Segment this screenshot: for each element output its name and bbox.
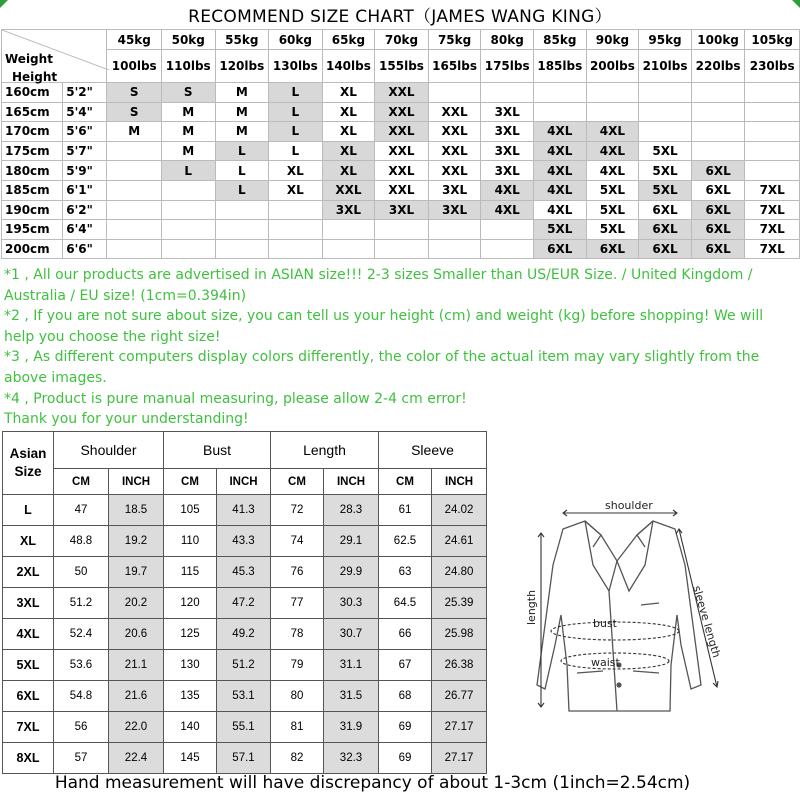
measure-cm-cell: 57 [54, 743, 109, 774]
jacket-diagram [505, 495, 745, 720]
measure-inch-cell: 31.5 [324, 681, 379, 712]
diagram-length-label: length [525, 589, 538, 625]
weight-lbs-header: 165lbs [428, 50, 481, 83]
size-cell: 3XL [481, 141, 534, 161]
size-cell [375, 239, 429, 259]
size-cell: XXL [375, 102, 429, 122]
size-chart-row [2, 83, 800, 103]
weight-kg-header: 65kg [322, 30, 375, 50]
measure-cm-cell: 78 [271, 619, 324, 650]
size-cell: XL [322, 102, 375, 122]
size-cell [269, 220, 323, 240]
size-cell: L [269, 83, 323, 103]
size-cell: 6XL [691, 239, 745, 259]
measure-cm-cell: 77 [271, 588, 324, 619]
size-cell: 5XL [639, 141, 692, 161]
size-cell [745, 83, 800, 103]
size-cell [639, 102, 692, 122]
measure-cm-cell: 50 [54, 557, 109, 588]
measure-inch-cell: 26.38 [432, 650, 487, 681]
measure-inch-cell: 26.77 [432, 681, 487, 712]
height-ft-cell: 6'4" [63, 220, 107, 240]
measure-cm-cell: 135 [164, 681, 217, 712]
measure-size-cell: L [3, 495, 54, 526]
measure-cm-cell: 74 [271, 526, 324, 557]
height-ft-cell: 6'2" [63, 200, 107, 220]
measure-inch-cell: 53.1 [217, 681, 271, 712]
measure-size-cell: 5XL [3, 650, 54, 681]
size-cell: M [215, 83, 269, 103]
size-cell: 5XL [586, 200, 639, 220]
size-cell: XL [269, 161, 323, 181]
size-cell [107, 180, 162, 200]
size-cell: 6XL [534, 239, 587, 259]
measure-inch-cell: 21.1 [109, 650, 164, 681]
weight-lbs-header: 230lbs [745, 50, 800, 83]
measure-inch-cell: 24.61 [432, 526, 487, 557]
weight-kg-header: 75kg [428, 30, 481, 50]
measure-row [3, 619, 487, 650]
weight-lbs-header: 175lbs [481, 50, 534, 83]
size-cell [691, 83, 745, 103]
measure-inch-cell: 41.3 [217, 495, 271, 526]
size-chart-row [2, 220, 800, 240]
measure-inch-cell: 43.3 [217, 526, 271, 557]
weight-kg-header: 90kg [586, 30, 639, 50]
size-chart-row [2, 180, 800, 200]
measure-cm-cell: 79 [271, 650, 324, 681]
size-cell [375, 220, 429, 240]
measure-inch-cell: 27.17 [432, 712, 487, 743]
size-cell [586, 102, 639, 122]
measure-cm-cell: 130 [164, 650, 217, 681]
size-cell: M [161, 122, 215, 142]
size-cell: 6XL [639, 220, 692, 240]
size-cell: M [215, 102, 269, 122]
size-cell: 5XL [586, 180, 639, 200]
size-cell: XL [269, 180, 323, 200]
weight-kg-header: 70kg [375, 30, 429, 50]
measure-row [3, 557, 487, 588]
measure-inch-cell: 32.3 [324, 743, 379, 774]
measure-inch-cell: 47.2 [217, 588, 271, 619]
size-chart-table [1, 29, 800, 259]
height-cm-cell: 185cm [2, 180, 63, 200]
weight-kg-header: 85kg [534, 30, 587, 50]
height-cm-cell: 190cm [2, 200, 63, 220]
measure-cm-cell: 54.8 [54, 681, 109, 712]
size-chart-title: RECOMMEND SIZE CHART（JAMES WANG KING） [188, 7, 612, 27]
size-cell [639, 83, 692, 103]
measure-cm-cell: 72 [271, 495, 324, 526]
weight-lbs-header: 220lbs [691, 50, 745, 83]
measure-size-cell: 2XL [3, 557, 54, 588]
size-cell: 7XL [745, 220, 800, 240]
height-label: Height [12, 70, 58, 84]
size-cell: 6XL [691, 220, 745, 240]
size-cell: S [107, 83, 162, 103]
size-cell [534, 102, 587, 122]
measure-inch-cell: 18.5 [109, 495, 164, 526]
size-cell: 6XL [586, 239, 639, 259]
measure-group-header: Sleeve [379, 432, 487, 469]
diagram-waist-label: waist [591, 656, 620, 669]
note-line: *4 , Product is pure manual measuring, please allow 2-4 cm error! [4, 390, 467, 407]
weight-kg-header: 95kg [639, 30, 692, 50]
size-cell: S [161, 83, 215, 103]
measure-cm-cell: 47 [54, 495, 109, 526]
size-cell: M [107, 122, 162, 142]
height-cm-cell: 160cm [2, 83, 63, 103]
measure-row [3, 495, 487, 526]
measure-group-header: Length [271, 432, 379, 469]
height-cm-cell: 165cm [2, 102, 63, 122]
measure-inch-cell: 30.7 [324, 619, 379, 650]
diagram-sleeve-label: sleeve length [690, 584, 724, 660]
measure-cm-cell: 48.8 [54, 526, 109, 557]
size-cell [691, 122, 745, 142]
size-cell: 4XL [534, 122, 587, 142]
size-cell: 4XL [534, 161, 587, 181]
weight-kg-header: 100kg [691, 30, 745, 50]
size-cell: 7XL [745, 180, 800, 200]
size-cell: 6XL [639, 239, 692, 259]
measure-inch-cell: 51.2 [217, 650, 271, 681]
unit-inch-header: INCH [432, 469, 487, 495]
size-cell: XXL [428, 161, 481, 181]
size-cell [161, 239, 215, 259]
note-line: *3 , As different computers display colors differently, the color of the actual item may vary slightly from the above images. [4, 349, 760, 386]
size-chart-row [2, 102, 800, 122]
size-cell [215, 239, 269, 259]
footer-note: Hand measurement will have discrepancy of about 1-3cm (1inch=2.54cm) [54, 773, 691, 793]
measure-cm-cell: 67 [379, 650, 432, 681]
size-cell: 6XL [691, 161, 745, 181]
note-line: Thank you for your understanding! [4, 411, 249, 428]
unit-cm-header: CM [54, 469, 109, 495]
size-cell [534, 83, 587, 103]
measure-cm-cell: 115 [164, 557, 217, 588]
size-cell [322, 239, 375, 259]
unit-cm-header: CM [379, 469, 432, 495]
unit-inch-header: INCH [324, 469, 379, 495]
measure-cm-cell: 56 [54, 712, 109, 743]
weight-lbs-header: 185lbs [534, 50, 587, 83]
size-cell: 4XL [534, 180, 587, 200]
height-cm-cell: 200cm [2, 239, 63, 259]
size-chart-row [2, 161, 800, 181]
measure-inch-cell: 30.3 [324, 588, 379, 619]
size-cell: 6XL [691, 180, 745, 200]
size-chart-row [2, 239, 800, 259]
measure-inch-cell: 57.1 [217, 743, 271, 774]
size-cell: M [215, 122, 269, 142]
unit-cm-header: CM [164, 469, 217, 495]
size-cell: XXL [428, 141, 481, 161]
size-cell: L [161, 161, 215, 181]
size-cell: 3XL [428, 200, 481, 220]
diagram-shoulder-label: shoulder [605, 499, 653, 512]
height-cm-cell: 170cm [2, 122, 63, 142]
size-cell [107, 141, 162, 161]
note-line: *2 , If you are not sure about size, you can tell us your height (cm) and weight (kg) before shopping! We will help you choose the right size! [4, 308, 764, 345]
size-cell [269, 200, 323, 220]
size-cell: 3XL [428, 180, 481, 200]
height-ft-cell: 5'4" [63, 102, 107, 122]
size-cell [745, 141, 800, 161]
size-cell: XXL [375, 122, 429, 142]
height-ft-cell: 6'6" [63, 239, 107, 259]
measure-cm-cell: 69 [379, 712, 432, 743]
size-cell: 5XL [534, 220, 587, 240]
measure-cm-cell: 52.4 [54, 619, 109, 650]
measure-cm-cell: 81 [271, 712, 324, 743]
height-ft-cell: 5'6" [63, 122, 107, 142]
measure-inch-cell: 22.0 [109, 712, 164, 743]
unit-cm-header: CM [271, 469, 324, 495]
measure-inch-cell: 27.17 [432, 743, 487, 774]
size-cell [745, 122, 800, 142]
size-cell: 5XL [586, 220, 639, 240]
measure-cm-cell: 51.2 [54, 588, 109, 619]
weight-lbs-header: 155lbs [375, 50, 429, 83]
size-cell: XXL [428, 102, 481, 122]
weight-lbs-header: 210lbs [639, 50, 692, 83]
weight-lbs-header: 130lbs [269, 50, 323, 83]
measure-cm-cell: 53.6 [54, 650, 109, 681]
measure-inch-cell: 45.3 [217, 557, 271, 588]
size-cell [428, 239, 481, 259]
size-cell [639, 122, 692, 142]
measure-cm-cell: 120 [164, 588, 217, 619]
size-cell [161, 200, 215, 220]
measure-cm-cell: 140 [164, 712, 217, 743]
measure-cm-cell: 80 [271, 681, 324, 712]
measure-cm-cell: 105 [164, 495, 217, 526]
size-cell [481, 83, 534, 103]
diagram-bust-label: bust [593, 617, 617, 630]
weight-kg-header: 60kg [269, 30, 323, 50]
measure-inch-cell: 31.9 [324, 712, 379, 743]
size-cell: 3XL [375, 200, 429, 220]
size-cell: 4XL [586, 122, 639, 142]
size-cell: 4XL [534, 200, 587, 220]
size-cell: XL [322, 83, 375, 103]
measure-inch-cell: 28.3 [324, 495, 379, 526]
size-cell: S [107, 102, 162, 122]
size-cell: XL [322, 122, 375, 142]
size-cell [107, 220, 162, 240]
size-cell: 3XL [481, 122, 534, 142]
size-cell [322, 220, 375, 240]
weight-kg-header: 45kg [107, 30, 162, 50]
measure-row [3, 588, 487, 619]
size-cell [691, 102, 745, 122]
size-cell: L [269, 141, 323, 161]
size-cell: 4XL [534, 141, 587, 161]
measure-inch-cell: 55.1 [217, 712, 271, 743]
asian-size-header: Asian Size [3, 432, 54, 495]
measure-size-cell: 3XL [3, 588, 54, 619]
size-cell [691, 141, 745, 161]
weight-kg-header: 105kg [745, 30, 800, 50]
measure-inch-cell: 19.7 [109, 557, 164, 588]
size-cell: XXL [428, 122, 481, 142]
weight-lbs-header: 100lbs [107, 50, 162, 83]
size-chart-row [2, 200, 800, 220]
measure-cm-cell: 62.5 [379, 526, 432, 557]
weight-height-corner [2, 30, 107, 83]
weight-kg-header: 55kg [215, 30, 269, 50]
size-cell: 6XL [691, 200, 745, 220]
size-cell: L [215, 161, 269, 181]
measure-cm-cell: 82 [271, 743, 324, 774]
size-cell: XL [322, 161, 375, 181]
size-chart-row [2, 122, 800, 142]
measure-inch-cell: 25.39 [432, 588, 487, 619]
size-cell [107, 161, 162, 181]
weight-lbs-header: 110lbs [161, 50, 215, 83]
weight-kg-header: 50kg [161, 30, 215, 50]
height-cm-cell: 175cm [2, 141, 63, 161]
measure-cm-cell: 64.5 [379, 588, 432, 619]
size-cell: XXL [375, 180, 429, 200]
size-cell [269, 239, 323, 259]
measure-row [3, 712, 487, 743]
size-cell [161, 220, 215, 240]
size-cell: XL [322, 141, 375, 161]
measure-size-cell: 7XL [3, 712, 54, 743]
size-cell [745, 102, 800, 122]
measure-row [3, 526, 487, 557]
size-cell [215, 220, 269, 240]
size-cell: 3XL [481, 161, 534, 181]
measure-cm-cell: 125 [164, 619, 217, 650]
measure-inch-cell: 29.1 [324, 526, 379, 557]
measure-inch-cell: 22.4 [109, 743, 164, 774]
size-cell: 5XL [639, 161, 692, 181]
size-cell: XXL [375, 141, 429, 161]
size-chart-row [2, 141, 800, 161]
size-cell: L [269, 122, 323, 142]
size-cell: 3XL [322, 200, 375, 220]
size-cell: 3XL [481, 102, 534, 122]
size-cell: 5XL [639, 180, 692, 200]
measurement-table [2, 431, 487, 774]
size-cell [161, 180, 215, 200]
height-ft-cell: 6'1" [63, 180, 107, 200]
measure-inch-cell: 20.2 [109, 588, 164, 619]
size-cell: 7XL [745, 239, 800, 259]
measure-inch-cell: 29.9 [324, 557, 379, 588]
height-cm-cell: 195cm [2, 220, 63, 240]
measure-cm-cell: 69 [379, 743, 432, 774]
size-cell: 4XL [481, 200, 534, 220]
measure-row [3, 743, 487, 774]
measure-inch-cell: 31.1 [324, 650, 379, 681]
measure-cm-cell: 110 [164, 526, 217, 557]
size-cell [428, 83, 481, 103]
measure-group-header: Bust [164, 432, 271, 469]
measure-inch-cell: 20.6 [109, 619, 164, 650]
notes-block [4, 265, 794, 430]
measure-cm-cell: 68 [379, 681, 432, 712]
weight-lbs-header: 140lbs [322, 50, 375, 83]
measure-inch-cell: 24.02 [432, 495, 487, 526]
size-cell: 4XL [586, 141, 639, 161]
measure-row [3, 650, 487, 681]
height-ft-cell: 5'7" [63, 141, 107, 161]
height-cm-cell: 180cm [2, 161, 63, 181]
size-cell: L [215, 141, 269, 161]
measure-inch-cell: 25.98 [432, 619, 487, 650]
size-cell [107, 239, 162, 259]
weight-kg-header: 80kg [481, 30, 534, 50]
measure-group-header: Shoulder [54, 432, 164, 469]
size-cell: L [215, 180, 269, 200]
size-cell [107, 200, 162, 220]
measure-cm-cell: 61 [379, 495, 432, 526]
unit-inch-header: INCH [109, 469, 164, 495]
size-cell: L [269, 102, 323, 122]
size-cell [586, 83, 639, 103]
measure-size-cell: 4XL [3, 619, 54, 650]
measure-size-cell: 6XL [3, 681, 54, 712]
size-cell: 7XL [745, 200, 800, 220]
weight-lbs-header: 200lbs [586, 50, 639, 83]
measure-cm-cell: 63 [379, 557, 432, 588]
measure-size-cell: 8XL [3, 743, 54, 774]
measure-inch-cell: 49.2 [217, 619, 271, 650]
measure-cm-cell: 76 [271, 557, 324, 588]
measure-row [3, 681, 487, 712]
measure-size-cell: XL [3, 526, 54, 557]
note-line: *1 , All our products are advertised in ASIAN size!!! 2-3 sizes Smaller than US/EUR Size. / United Kingdom / Australia / EU size! (1cm=0.394in) [4, 267, 753, 304]
size-cell: 4XL [586, 161, 639, 181]
size-cell [481, 220, 534, 240]
size-cell [481, 239, 534, 259]
measure-cm-cell: 66 [379, 619, 432, 650]
measure-cm-cell: 145 [164, 743, 217, 774]
size-cell: M [161, 102, 215, 122]
size-cell: XXL [375, 161, 429, 181]
measure-inch-cell: 19.2 [109, 526, 164, 557]
unit-inch-header: INCH [217, 469, 271, 495]
size-cell [215, 200, 269, 220]
weight-label: Weight [5, 52, 53, 66]
size-cell: M [161, 141, 215, 161]
measure-inch-cell: 21.6 [109, 681, 164, 712]
measure-inch-cell: 24.80 [432, 557, 487, 588]
size-cell: 4XL [481, 180, 534, 200]
height-ft-cell: 5'2" [63, 83, 107, 103]
weight-lbs-header: 120lbs [215, 50, 269, 83]
size-cell: XXL [375, 83, 429, 103]
size-cell [428, 220, 481, 240]
size-cell: 6XL [639, 200, 692, 220]
size-cell [745, 161, 800, 181]
size-cell: XXL [322, 180, 375, 200]
height-ft-cell: 5'9" [63, 161, 107, 181]
